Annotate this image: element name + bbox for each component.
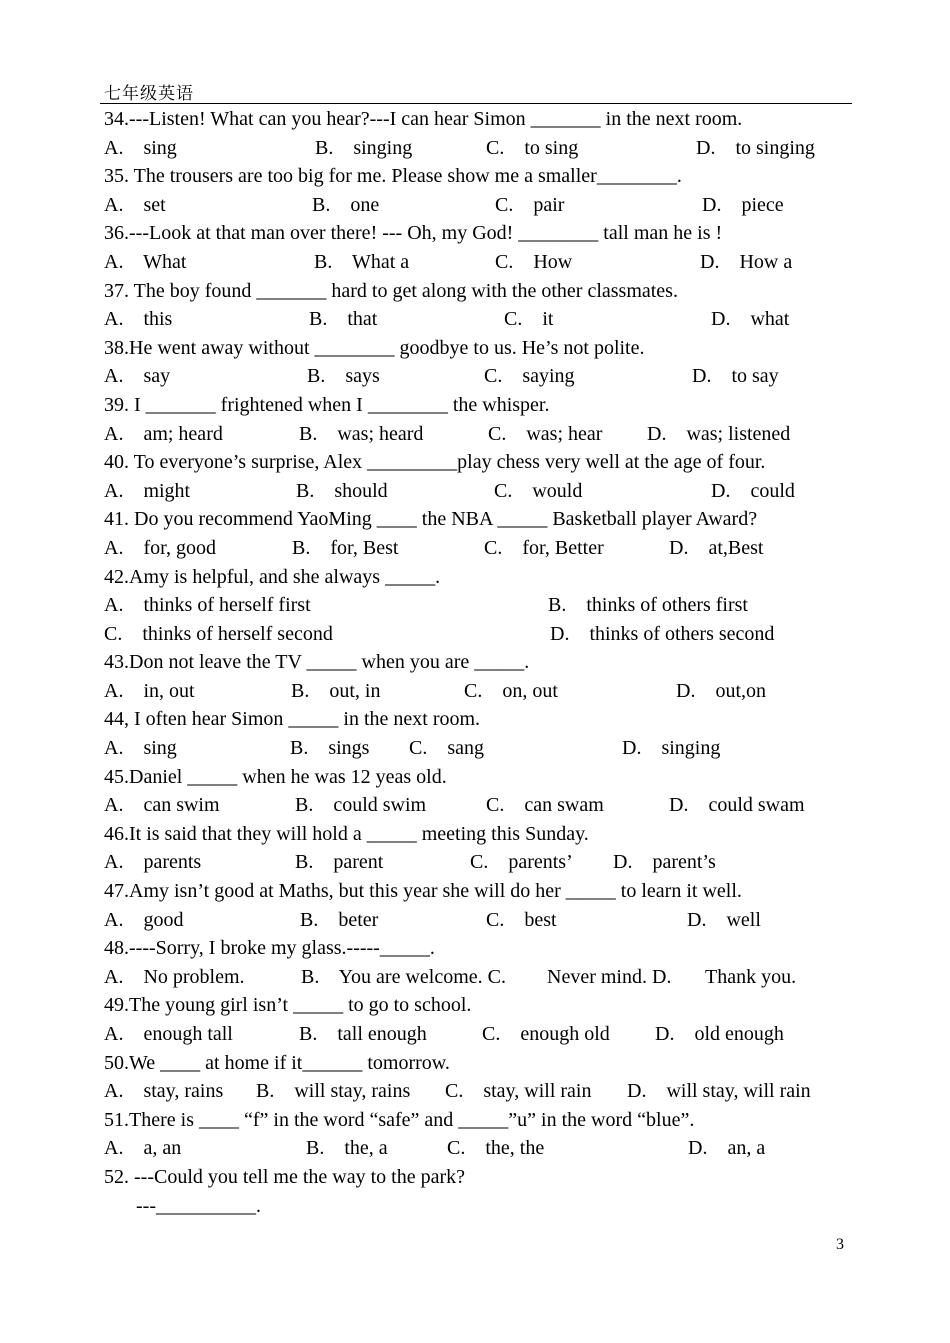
- question-text: 39. I _______ frightened when I ________ the whisper.: [104, 393, 550, 416]
- option-a: A. parents: [104, 851, 202, 874]
- option-d: D. well: [687, 908, 761, 931]
- options-42-row-2: [104, 620, 844, 649]
- option-d: D. what: [711, 308, 790, 331]
- question-text: 51.There is ____ “f” in the word “safe” and _____”u” in the word “blue”.: [104, 1108, 695, 1131]
- option-a: A. good: [104, 908, 184, 931]
- option-b: B. thinks of others first: [548, 594, 748, 617]
- question-text: 36.---Look at that man over there! --- Oh, my God! ________ tall man he is !: [104, 222, 723, 245]
- option-c: C. to sing: [486, 136, 579, 159]
- option-c: C. can swam: [486, 794, 604, 817]
- option-d: D. at,Best: [669, 536, 764, 559]
- option-c: C. it: [504, 308, 554, 331]
- answer-blank: ---__________.: [136, 1194, 261, 1217]
- option-a: A. sing: [104, 737, 177, 760]
- option-b: B. says: [307, 365, 380, 388]
- options-36: [104, 248, 844, 277]
- question-34: [104, 105, 844, 134]
- option-a: A. sing: [104, 136, 177, 159]
- question-text: 52. ---Could you tell me the way to the park?: [104, 1165, 466, 1188]
- options-48: [104, 963, 844, 992]
- option-d: D. out,on: [676, 679, 766, 702]
- question-text: 37. The boy found _______ hard to get along with the other classmates.: [104, 279, 678, 302]
- question-42: [104, 563, 844, 592]
- option-b: B. that: [309, 308, 378, 331]
- option-c: C. best: [486, 908, 557, 931]
- option-d: D. could: [711, 479, 795, 502]
- option-a: A. What: [104, 250, 187, 273]
- option-b: B. out, in: [291, 679, 381, 702]
- option-b: B. the, a: [306, 1137, 388, 1160]
- question-48: [104, 934, 844, 963]
- options-42-row-1: [104, 591, 844, 620]
- option-b: B. will stay, rains: [256, 1080, 411, 1103]
- option-b: B. beter: [300, 908, 379, 931]
- option-b: B. singing: [315, 136, 413, 159]
- page-number: 3: [836, 1236, 844, 1253]
- options-38: [104, 362, 844, 391]
- question-43: [104, 648, 844, 677]
- option-d: D. old enough: [655, 1023, 784, 1045]
- option-c: C. thinks of herself second: [104, 622, 333, 645]
- option-a: A. say: [104, 365, 171, 388]
- options-37: [104, 305, 844, 334]
- option-a: A. in, out: [104, 679, 195, 702]
- option-d: D. could swam: [669, 794, 805, 817]
- question-37: [104, 277, 844, 306]
- option-c: C. How: [495, 250, 573, 273]
- options-45: [104, 791, 844, 820]
- options-44: [104, 734, 844, 763]
- question-text: 49.The young girl isn’t _____ to go to school.: [104, 994, 472, 1017]
- question-text: 44, I often hear Simon _____ in the next room.: [104, 708, 481, 731]
- option-a: A. stay, rains: [104, 1080, 224, 1103]
- question-41: [104, 505, 844, 534]
- option-b: B. What a: [314, 250, 410, 273]
- question-text: 34.---Listen! What can you hear?---I can hear Simon _______ in the next room.: [104, 108, 743, 130]
- question-text: 48.----Sorry, I broke my glass.-----_____.: [104, 937, 435, 960]
- option-c: C. was; hear: [488, 422, 603, 445]
- option-b: B. should: [296, 479, 388, 502]
- options-35: [104, 191, 844, 220]
- option-c: C. parents’: [470, 851, 573, 874]
- question-40: [104, 448, 844, 477]
- option-b: B. could swim: [295, 794, 427, 817]
- option-a: A. No problem.: [104, 965, 245, 988]
- option-c: C. for, Better: [484, 536, 604, 559]
- options-50: [104, 1077, 844, 1106]
- question-list: [104, 105, 844, 1220]
- question-35: [104, 162, 844, 191]
- option-b: B. parent: [295, 851, 384, 874]
- question-46: [104, 820, 844, 849]
- option-d: D. singing: [622, 737, 721, 760]
- option-a: A. a, an: [104, 1137, 182, 1160]
- option-a: A. for, good: [104, 536, 216, 559]
- options-43: [104, 677, 844, 706]
- option-c: C. pair: [495, 193, 565, 216]
- question-text: 45.Daniel _____ when he was 12 yeas old.: [104, 765, 447, 788]
- option-c: Never mind. D.: [547, 965, 672, 988]
- options-46: [104, 848, 844, 877]
- option-d: D. to singing: [696, 136, 815, 159]
- options-40: [104, 477, 844, 506]
- option-d: D. was; listened: [647, 422, 791, 445]
- option-d: D. to say: [692, 365, 779, 388]
- options-51: [104, 1134, 844, 1163]
- option-a: A. this: [104, 308, 173, 331]
- option-d: D. will stay, will rain: [627, 1080, 811, 1103]
- option-a: A. thinks of herself first: [104, 594, 311, 617]
- option-c: C. stay, will rain: [445, 1080, 592, 1103]
- option-b: B. tall enough: [299, 1023, 427, 1045]
- option-d: D. an, a: [688, 1137, 766, 1160]
- question-47: [104, 877, 844, 906]
- options-39: [104, 420, 844, 449]
- question-text: 42.Amy is helpful, and she always _____.: [104, 565, 441, 588]
- option-b: B. You are welcome. C.: [301, 965, 506, 988]
- option-c: C. the, the: [447, 1137, 545, 1160]
- question-text: 47.Amy isn’t good at Maths, but this year she will do her _____ to learn it well.: [104, 880, 742, 903]
- option-d: D. piece: [702, 193, 784, 216]
- question-52: [104, 1163, 844, 1192]
- question-44: [104, 705, 844, 734]
- question-49: [104, 991, 844, 1020]
- page-header-title: 七年级英语: [104, 84, 194, 104]
- question-39: [104, 391, 844, 420]
- question-text: 38.He went away without ________ goodbye to us. He’s not polite.: [104, 336, 645, 359]
- option-d: D. thinks of others second: [550, 622, 775, 645]
- header-rule: [100, 103, 852, 104]
- option-d: D. parent’s: [613, 851, 716, 874]
- option-d: Thank you.: [705, 965, 797, 988]
- question-51: [104, 1106, 844, 1135]
- question-text: 35. The trousers are too big for me. Please show me a smaller________.: [104, 165, 682, 188]
- option-a: A. enough tall: [104, 1023, 233, 1045]
- question-50: [104, 1049, 844, 1078]
- option-b: B. was; heard: [299, 422, 424, 445]
- option-b: B. one: [312, 193, 380, 216]
- question-text: 43.Don not leave the TV _____ when you are _____.: [104, 651, 530, 674]
- question-text: 41. Do you recommend YaoMing ____ the NBA _____ Basketball player Award?: [104, 508, 758, 531]
- question-45: [104, 763, 844, 792]
- question-38: [104, 334, 844, 363]
- option-c: C. enough old: [482, 1023, 610, 1045]
- options-41: [104, 534, 844, 563]
- question-text: 46.It is said that they will hold a _____ meeting this Sunday.: [104, 822, 589, 845]
- options-47: [104, 906, 844, 935]
- option-a: A. set: [104, 193, 166, 216]
- option-c: C. saying: [484, 365, 575, 388]
- options-49: [104, 1020, 844, 1049]
- option-a: A. am; heard: [104, 422, 223, 445]
- option-a: A. can swim: [104, 794, 220, 817]
- option-c: C. would: [494, 479, 583, 502]
- question-text: 50.We ____ at home if it______ tomorrow.: [104, 1051, 450, 1074]
- option-c: C. sang: [409, 737, 484, 760]
- option-c: C. on, out: [464, 679, 558, 702]
- option-b: B. sings: [290, 737, 370, 760]
- option-d: D. How a: [700, 250, 793, 273]
- option-a: A. might: [104, 479, 191, 502]
- answer-line-52: [104, 1192, 844, 1221]
- options-34: [104, 134, 844, 163]
- question-text: 40. To everyone’s surprise, Alex _________play chess very well at the age of four.: [104, 451, 766, 474]
- option-b: B. for, Best: [292, 536, 399, 559]
- question-36: [104, 219, 844, 248]
